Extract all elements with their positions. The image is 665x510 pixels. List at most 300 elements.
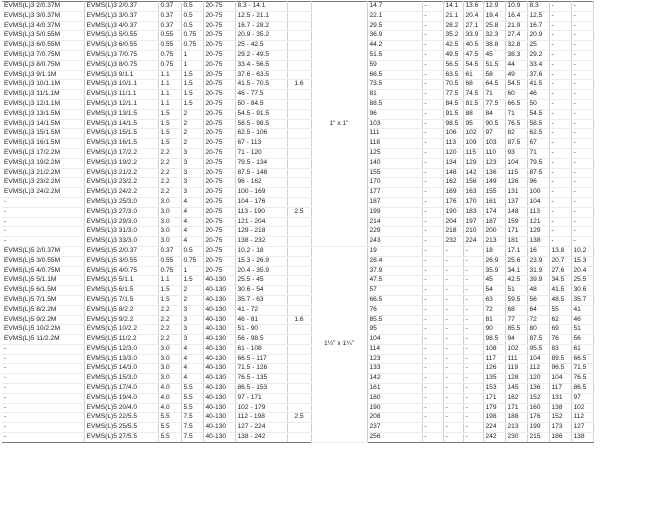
cell-pressure (287, 41, 311, 51)
cell-pressure (287, 217, 311, 227)
cell-head-2: - (463, 246, 483, 256)
cell-head-6: - (549, 50, 571, 60)
cell-head-6: 69 (549, 325, 571, 335)
cell-power-kw: 3.0 (158, 354, 181, 364)
cell-flow-0: 180 (367, 393, 422, 403)
cell-head-range: 46 - 77.5 (235, 90, 287, 100)
cell-head-7: - (571, 139, 593, 149)
cell-head-3: 242 (483, 433, 505, 443)
cell-head-5: 20.9 (527, 31, 549, 41)
cell-head-5: 50 (527, 99, 549, 109)
cell-pressure (287, 256, 311, 266)
cell-head-0: - (422, 158, 443, 168)
cell-head-4: 68 (505, 305, 527, 315)
connection-size: 1¼" x 1¼" (311, 246, 367, 442)
cell-head-1: - (443, 305, 463, 315)
cell-pressure (287, 344, 311, 354)
cell-flow-0: 14.7 (367, 2, 422, 12)
cell-head-2: - (463, 384, 483, 394)
cell-power-hp: 4 (181, 197, 203, 207)
cell-flow-0: 73.5 (367, 80, 422, 90)
cell-head-2: 27.1 (463, 21, 483, 31)
cell-head-3: 63 (483, 295, 505, 305)
cell-pressure (287, 11, 311, 21)
cell-power-kw: 3.0 (158, 197, 181, 207)
cell-head-4: 34.1 (505, 266, 527, 276)
cell-temp-range: 40-130 (203, 325, 235, 335)
cell-head-4: 213 (505, 423, 527, 433)
cell-head-range: 138 - 232 (235, 237, 287, 247)
cell-head-2: 33.9 (463, 31, 483, 41)
cell-flow-0: 85.5 (367, 315, 422, 325)
cell-power-hp: 4 (181, 227, 203, 237)
cell-power-kw: 3.0 (158, 237, 181, 247)
pump-spec-table (2, 1, 663, 443)
table-body (2, 2, 663, 443)
cell-head-6: - (549, 139, 571, 149)
cell-head-range: 25.5 - 45 (235, 276, 287, 286)
cell-head-4: 131 (505, 188, 527, 198)
cell-head-4: 93 (505, 148, 527, 158)
cell-head-3: 198 (483, 413, 505, 423)
cell-head-1: - (443, 256, 463, 266)
cell-model-3ph: EVMS(L)5 27/5.5 (84, 433, 158, 443)
cell-power-kw: 0.37 (158, 2, 181, 12)
cell-flow-0: 140 (367, 158, 422, 168)
cell-head-5: 23.9 (527, 256, 549, 266)
cell-head-5: 129 (527, 227, 549, 237)
cell-model-1ph: EVMS(L)3 7/0.75M (2, 50, 84, 60)
cell-head-1: 106 (443, 129, 463, 139)
cell-power-hp: 0.75 (181, 31, 203, 41)
cell-model-1ph: EVMS(L)5 5/1.1M (2, 276, 84, 286)
cell-head-range: 41.5 - 70.5 (235, 80, 287, 90)
cell-head-1: 120 (443, 148, 463, 158)
cell-head-1: 21.1 (443, 11, 463, 21)
cell-head-2: - (463, 286, 483, 296)
cell-head-5: 54.5 (527, 109, 549, 119)
cell-power-kw: 5.5 (158, 433, 181, 443)
cell-power-kw: 1.1 (158, 99, 181, 109)
cell-pressure: 1.6 (287, 80, 311, 90)
cell-head-range: 127 - 224 (235, 423, 287, 433)
cell-head-1: 84.5 (443, 99, 463, 109)
cell-model-1ph: - (2, 423, 84, 433)
cell-head-range: 96 - 162 (235, 178, 287, 188)
cell-flow-0: 59 (367, 60, 422, 70)
cell-head-6: 20.7 (549, 256, 571, 266)
cell-temp-range: 40-130 (203, 393, 235, 403)
cell-head-5: 25 (527, 41, 549, 51)
cell-power-kw: 1.5 (158, 129, 181, 139)
cell-temp-range: 20-75 (203, 129, 235, 139)
cell-temp-range: 20-75 (203, 266, 235, 276)
cell-head-0: - (422, 178, 443, 188)
cell-head-6: 117 (549, 384, 571, 394)
cell-head-5: 95.5 (527, 344, 549, 354)
cell-head-5: 120 (527, 374, 549, 384)
cell-head-7: - (571, 207, 593, 217)
cell-temp-range: 20-75 (203, 207, 235, 217)
cell-head-3: 97 (483, 129, 505, 139)
cell-pressure (287, 188, 311, 198)
cell-head-5: 33.4 (527, 60, 549, 70)
cell-head-0: - (422, 60, 443, 70)
cell-head-3: 90.5 (483, 119, 505, 129)
cell-head-2: - (463, 344, 483, 354)
cell-model-3ph: EVMS(L)5 10/2.2 (84, 325, 158, 335)
cell-power-hp: 2 (181, 286, 203, 296)
cell-pressure (287, 227, 311, 237)
cell-model-3ph: EVMS(L)3 14/1.5 (84, 119, 158, 129)
cell-model-3ph: EVMS(L)5 2/0.37 (84, 246, 158, 256)
cell-head-3: 171 (483, 393, 505, 403)
cell-power-kw: 1.5 (158, 109, 181, 119)
cell-head-0: - (422, 413, 443, 423)
cell-power-hp: 0.5 (181, 2, 203, 12)
cell-head-4: 17.1 (505, 246, 527, 256)
cell-pressure (287, 158, 311, 168)
cell-temp-range: 20-75 (203, 139, 235, 149)
cell-temp-range: 20-75 (203, 158, 235, 168)
cell-head-2: 13.6 (463, 2, 483, 12)
cell-temp-range: 20-75 (203, 41, 235, 51)
cell-pressure (287, 21, 311, 31)
cell-head-7: 30.6 (571, 286, 593, 296)
cell-pressure (287, 31, 311, 41)
cell-model-3ph: EVMS(L)3 15/1.5 (84, 129, 158, 139)
cell-temp-range: 20-75 (203, 21, 235, 31)
cell-head-1: 113 (443, 139, 463, 149)
cell-flow-0: 256 (367, 433, 422, 443)
cell-head-range: 54.5 - 91.5 (235, 109, 287, 119)
cell-model-3ph: EVMS(L)3 7/0.75 (84, 50, 158, 60)
cell-head-7: 41 (571, 305, 593, 315)
cell-head-5: 16.7 (527, 21, 549, 31)
cell-head-range: 87.5 - 148 (235, 168, 287, 178)
cell-temp-range: 20-75 (203, 11, 235, 21)
cell-power-hp: 1.5 (181, 90, 203, 100)
cell-head-0: - (422, 139, 443, 149)
cell-head-6: 131 (549, 393, 571, 403)
cell-head-5: 80 (527, 325, 549, 335)
cell-power-kw: 2.2 (158, 315, 181, 325)
cell-head-6: - (549, 148, 571, 158)
cell-head-range: 61 - 108 (235, 344, 287, 354)
cell-head-4: 145 (505, 384, 527, 394)
cell-power-kw: 0.75 (158, 50, 181, 60)
cell-model-1ph: EVMS(L)5 3/0.55M (2, 256, 84, 266)
cell-head-5: 12.5 (527, 11, 549, 21)
cell-pressure (287, 168, 311, 178)
cell-head-0: - (422, 295, 443, 305)
cell-head-2: 183 (463, 207, 483, 217)
cell-head-4: 188 (505, 413, 527, 423)
cell-head-4: 104 (505, 158, 527, 168)
cell-head-1: - (443, 344, 463, 354)
cell-head-5: 100 (527, 188, 549, 198)
cell-head-6: - (549, 129, 571, 139)
cell-head-7: - (571, 188, 593, 198)
cell-head-3: 213 (483, 237, 505, 247)
cell-head-6: 96.5 (549, 364, 571, 374)
cell-power-hp: 4 (181, 217, 203, 227)
cell-power-hp: 1.5 (181, 70, 203, 80)
cell-head-3: 200 (483, 227, 505, 237)
cell-head-1: - (443, 413, 463, 423)
cell-model-1ph: EVMS(L)3 3/0.37M (2, 11, 84, 21)
cell-head-3: 81 (483, 315, 505, 325)
cell-flow-0: 81 (367, 90, 422, 100)
cell-head-1: - (443, 374, 463, 384)
cell-head-5: 96 (527, 178, 549, 188)
cell-power-kw: 2.2 (158, 335, 181, 345)
cell-head-7: - (571, 11, 593, 21)
cell-head-5: 71 (527, 148, 549, 158)
cell-head-2: 197 (463, 217, 483, 227)
cell-head-4: 51 (505, 286, 527, 296)
cell-head-2: - (463, 364, 483, 374)
cell-head-7: - (571, 50, 593, 60)
cell-power-kw: 3.0 (158, 207, 181, 217)
cell-head-0: - (422, 119, 443, 129)
cell-power-hp: 5.5 (181, 393, 203, 403)
cell-power-hp: 5.5 (181, 384, 203, 394)
cell-head-4: 54.5 (505, 80, 527, 90)
cell-head-6: - (549, 2, 571, 12)
cell-head-0: - (422, 2, 443, 12)
cell-temp-range: 20-75 (203, 80, 235, 90)
cell-head-range: 46 - 81 (235, 315, 287, 325)
cell-head-range: 51 - 90 (235, 325, 287, 335)
cell-head-0: - (422, 335, 443, 345)
cell-power-hp: 4 (181, 207, 203, 217)
cell-flow-0: 88.5 (367, 99, 422, 109)
cell-model-1ph: EVMS(L)5 4/0.75M (2, 266, 84, 276)
cell-temp-range: 40-130 (203, 335, 235, 345)
cell-head-4: 181 (505, 237, 527, 247)
cell-head-1: 77.5 (443, 90, 463, 100)
cell-head-0: - (422, 315, 443, 325)
cell-model-3ph: EVMS(L)3 24/2.2 (84, 188, 158, 198)
cell-head-4: 59.5 (505, 295, 527, 305)
cell-temp-range: 20-75 (203, 2, 235, 12)
cell-flow-0: 66.5 (367, 295, 422, 305)
cell-model-1ph: - (2, 384, 84, 394)
cell-head-1: - (443, 295, 463, 305)
cell-model-1ph: - (2, 364, 84, 374)
cell-head-2: - (463, 315, 483, 325)
cell-model-3ph: EVMS(L)3 11/1.1 (84, 90, 158, 100)
cell-model-3ph: EVMS(L)3 27/3.0 (84, 207, 158, 217)
cell-head-6: - (549, 70, 571, 80)
cell-model-3ph: EVMS(L)5 9/2.2 (84, 315, 158, 325)
cell-head-range: 112 - 198 (235, 413, 287, 423)
cell-pressure (287, 403, 311, 413)
cell-flow-0: 28.4 (367, 256, 422, 266)
cell-temp-range: 40-130 (203, 315, 235, 325)
cell-head-5: 16 (527, 246, 549, 256)
cell-head-1: 204 (443, 217, 463, 227)
cell-power-hp: 0.75 (181, 41, 203, 51)
cell-head-1: - (443, 266, 463, 276)
cell-power-kw: 2.2 (158, 305, 181, 315)
cell-power-kw: 3.0 (158, 227, 181, 237)
cell-head-6: - (549, 60, 571, 70)
cell-power-hp: 3 (181, 315, 203, 325)
cell-pressure (287, 148, 311, 158)
cell-model-3ph: EVMS(L)5 11/2.2 (84, 335, 158, 345)
cell-power-kw: 2.2 (158, 148, 181, 158)
cell-head-0: - (422, 433, 443, 443)
cell-head-3: 25.8 (483, 21, 505, 31)
cell-head-0: - (422, 354, 443, 364)
cell-pressure (287, 374, 311, 384)
cell-head-4: 76.5 (505, 119, 527, 129)
cell-head-4: 111 (505, 354, 527, 364)
cell-head-3: 84 (483, 109, 505, 119)
cell-head-1: - (443, 364, 463, 374)
cell-model-1ph: EVMS(L)3 14/1.5M (2, 119, 84, 129)
cell-model-1ph: EVMS(L)5 2/0.37M (2, 246, 84, 256)
cell-head-4: 44 (505, 60, 527, 70)
cell-flow-0: 161 (367, 384, 422, 394)
cell-head-1: 70.5 (443, 80, 463, 90)
cell-model-3ph: EVMS(L)3 6/0.55 (84, 41, 158, 51)
cell-head-6: - (549, 227, 571, 237)
cell-model-1ph: EVMS(L)3 19/2.2M (2, 158, 84, 168)
cell-power-kw: 2.2 (158, 178, 181, 188)
cell-head-4: 126 (505, 178, 527, 188)
cell-model-1ph: - (2, 344, 84, 354)
cell-model-3ph: EVMS(L)5 22/5.5 (84, 413, 158, 423)
cell-temp-range: 20-75 (203, 70, 235, 80)
cell-head-6: 83 (549, 344, 571, 354)
cell-pressure (287, 237, 311, 247)
cell-head-6: - (549, 41, 571, 51)
cell-head-3: 45 (483, 50, 505, 60)
cell-power-hp: 3 (181, 325, 203, 335)
cell-pressure (287, 197, 311, 207)
cell-flow-0: 57 (367, 286, 422, 296)
cell-head-6: - (549, 109, 571, 119)
cell-head-3: 135 (483, 374, 505, 384)
cell-pressure (287, 433, 311, 443)
cell-head-6: 173 (549, 423, 571, 433)
cell-head-6: 48.5 (549, 295, 571, 305)
cell-pressure (287, 246, 311, 256)
cell-head-1: 91.5 (443, 109, 463, 119)
cell-flow-0: 142 (367, 374, 422, 384)
cell-pressure (287, 266, 311, 276)
cell-head-1: - (443, 403, 463, 413)
cell-flow-0: 29.5 (367, 21, 422, 31)
cell-head-5: 87.5 (527, 168, 549, 178)
cell-head-4: 25.6 (505, 256, 527, 266)
cell-head-2: 47.5 (463, 50, 483, 60)
cell-model-3ph: EVMS(L)5 17/4.0 (84, 384, 158, 394)
cell-head-5: 67 (527, 139, 549, 149)
cell-head-1: 56.5 (443, 60, 463, 70)
cell-flow-0: 22.1 (367, 11, 422, 21)
cell-head-7: 97 (571, 393, 593, 403)
cell-power-hp: 3 (181, 178, 203, 188)
cell-head-3: 123 (483, 158, 505, 168)
cell-head-1: - (443, 276, 463, 286)
cell-model-3ph: EVMS(L)5 12/3.0 (84, 344, 158, 354)
cell-head-6: - (549, 178, 571, 188)
cell-model-3ph: EVMS(L)3 23/2.2 (84, 178, 158, 188)
cell-head-3: 72 (483, 305, 505, 315)
cell-head-5: 79.5 (527, 158, 549, 168)
cell-model-1ph: EVMS(L)3 15/1.5M (2, 129, 84, 139)
cell-temp-range: 20-75 (203, 90, 235, 100)
cell-head-7: - (571, 21, 593, 31)
cell-head-1: 28.2 (443, 21, 463, 31)
cell-head-6: 104 (549, 374, 571, 384)
cell-model-3ph: EVMS(L)5 14/3.0 (84, 364, 158, 374)
cell-head-5: 31.9 (527, 266, 549, 276)
cell-head-range: 29.2 - 49.5 (235, 50, 287, 60)
cell-power-kw: 0.75 (158, 60, 181, 70)
cell-head-2: - (463, 413, 483, 423)
cell-head-5: 112 (527, 364, 549, 374)
cell-model-1ph: - (2, 237, 84, 247)
cell-head-7: 25.5 (571, 276, 593, 286)
cell-head-6: 152 (549, 413, 571, 423)
cell-temp-range: 20-75 (203, 60, 235, 70)
cell-flow-0: 133 (367, 364, 422, 374)
cell-head-0: - (422, 423, 443, 433)
cell-head-0: - (422, 148, 443, 158)
cell-head-0: - (422, 374, 443, 384)
cell-head-2: 224 (463, 237, 483, 247)
cell-head-3: 77.5 (483, 99, 505, 109)
cell-head-1: - (443, 384, 463, 394)
cell-head-range: 67 - 113 (235, 139, 287, 149)
cell-flow-0: 199 (367, 207, 422, 217)
cell-head-range: 71.5 - 126 (235, 364, 287, 374)
cell-temp-range: 20-75 (203, 246, 235, 256)
cell-head-6: - (549, 207, 571, 217)
cell-head-7: 71.5 (571, 364, 593, 374)
cell-model-3ph: EVMS(L)3 21/2.2 (84, 168, 158, 178)
cell-model-3ph: EVMS(L)5 8/2.2 (84, 305, 158, 315)
cell-head-3: 12.9 (483, 2, 505, 12)
cell-head-3: 117 (483, 354, 505, 364)
cell-model-1ph: EVMS(L)3 23/2.2M (2, 178, 84, 188)
cell-power-hp: 3 (181, 335, 203, 345)
cell-head-4: 66.5 (505, 99, 527, 109)
cell-pressure (287, 90, 311, 100)
cell-power-kw: 3.0 (158, 364, 181, 374)
cell-head-3: 108 (483, 344, 505, 354)
cell-head-3: 64.5 (483, 80, 505, 90)
cell-head-0: - (422, 286, 443, 296)
cell-flow-0: 155 (367, 168, 422, 178)
cell-model-1ph: - (2, 374, 84, 384)
cell-head-6: - (549, 188, 571, 198)
cell-head-0: - (422, 403, 443, 413)
cell-head-7: - (571, 2, 593, 12)
cell-pressure (287, 295, 311, 305)
cell-head-5: 39.9 (527, 276, 549, 286)
cell-model-3ph: EVMS(L)3 2/0.37 (84, 2, 158, 12)
cell-flow-0: 125 (367, 148, 422, 158)
cell-head-4: 10.9 (505, 2, 527, 12)
cell-temp-range: 40-130 (203, 305, 235, 315)
cell-head-3: 187 (483, 217, 505, 227)
